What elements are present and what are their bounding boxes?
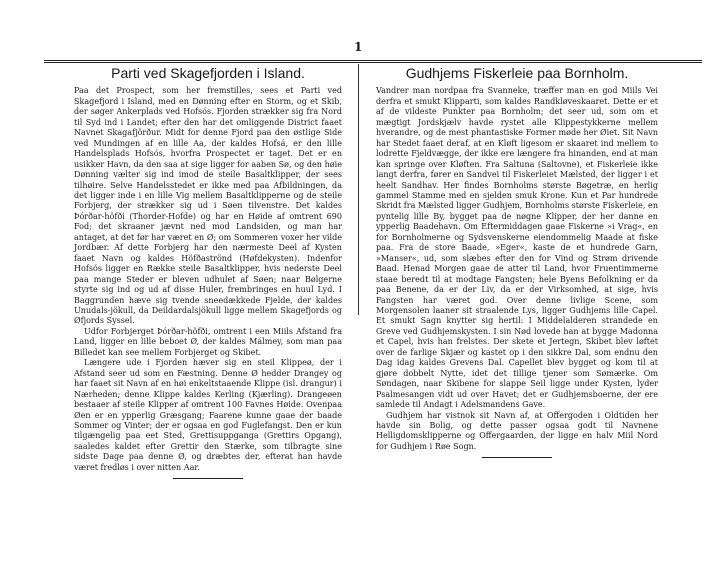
header-rule	[44, 60, 702, 61]
column-divider	[358, 64, 359, 315]
right-article	[376, 62, 658, 458]
article-paragraph: Vandrer man nordpaa fra Svanneke, træffer man en god Miils Vei derfra et smukt Klipparti, som kaldes Randkløveskaaret. Dette er et af de vildeste Punkter paa Bornholm; det seer ud, som om et mægtigt Jordskjælv havde rystet alle Klippestykkerne mellem hverandre, og de mest phantastiske Former møde her Øiet. Sit Navn har Stedet faaet deraf, at en Kløft ligesom er skaaret ind mellem to lodrette Fjeldvægge, der ikke ere længere fra hinanden, end at man kan springe over Kløften. Fra Saltuna (Saltovne), et Fiskerleie ikke langt derfra, fører en Sandvei til Fiskerleiet Mælsted, der ligger i et heelt Sandhav. Her findes Bornholms største Bøgetræ, en herlig gammel Stamme med en sjelden smuk Krone. Kun et Par hundrede Skridt fra Mælsted ligger Gudhjem, Bornholms største Fiskerleie, en pyntelig lille By, bygget paa de nøgne Klipper, der her danne en ypperlig Baadehavn. Om Eftermiddagen gaae Fiskerne »i Vrag«, en for Bornholmerne og Sydsvenskerne eiendommelig Maade at fiske paa. Fra de store Baade, »Eger«, kaste de et hundrede Garn, »Manser«, ud, som slæbes efter den for Vind og Strøm drivende Baad. Henad Morgen gaae de atter til Land, hvor Fruentimmerne staae beredt til at modtage Fangsten; hele Byens Befolkning er da paa Benene, da er der Liv, da er der Virksomhed, at sige, hvis Fangsten har været god. Over denne livlige Scene, som Morgensolen laaner sit straalende Lys, ligger Gudhjems lille Capel. Et smukt Sagn knytter sig hertil: I Middelalderen strandede en Greve ved Gudhjemskysten. I sin Nød lovede han at bygge Madonna et Capel, hvis han frelstes. Der skete et Jertegn, Skibet blev løftet over de farlige Skjær og kastet op i den sikkre Dal, som endnu den Dag idag kaldes Grevens Dal. Capellet blev bygget og kom til at gjøre dobbelt Nytte, idet det tillige tjener som Sømærke. Om Søndagen, naar Skibene for slappe Seil ligge under Kysten, lyder Psalmesangen vidt ud over Havet; det er Gudhjemsboerne, der ere samlede til Andagt i Adelsmandens Gave.	[376, 86, 658, 410]
article-paragraph: Udfor Forbjerget Þórðar-höfði, omtrent i een Miils Afstand fra Land, ligger en lille beboet Ø, der kaldes Málmey, som man paa Billedet kan see mellem Forbjerget og Skibet.	[74, 326, 342, 357]
article-paragraph: Paa det Prospect, som her fremstilles, sees et Parti ved Skagefjord i Island, med en Dønning efter en Storm, og et Skib, der søger Ankerplads ved Hofsós. Fjorden strækker sig fra Nord til Syd ind i Landet; efter den har det omliggende District faaet Navnet Skagafjörður. Midt for denne Fjord paa den østlige Side ved Mundingen af en lille Aa, der kaldes Hofsá, er den lille Handelsplads Hofsós, hvorfra Prospectet er taget. Det er en usikker Havn, da den saa at sige ligger for aaben Sø, og den høie Dønning vælter sig ind imod de steile Basaltklipper, der sees tilhøire. Selve Handelsstedet er ikke med paa Afbildningen, da det ligger inde i en lille Vig mellem Basaltklipperne og de steile Forbjerg, der strækker sig ud i Søen tilvenstre. Det kaldes Þórðar-höfði (Thorder-Hofde) og har en Høide af omtrent 690 Fod; det skraaner jævnt ned mod Landsiden, og man har antaget, at det før har været en Ø; om Sommeren voxer her vilde Jordbær. Af dette Forbjerg har den nærmeste Deel af Kysten faaet Navn og kaldes Höfðaströnd (Høfdekysten). Indenfor Hofsós ligger en Række steile Basaltklipper, hvis nederste Deel paa mange Steder er bleven udhulet af Søen; naar Bølgerne styrte sig ind og ud af disse Huler, frembringes en huul Lyd. I Baggrunden hæve sig tvende sneedækkede Fjelde, der kaldes Unudals-jökull, da Deildardalsjökull ligge mellem Skagefjords og Øfjords Syssel.	[74, 86, 342, 326]
article-paragraph: Længere ude i Fjorden hæver sig en steil Klippeø, der i Afstand seer ud som en Fæstning. Denne Ø hedder Drangey og har faaet sit Navn af en høi enkeltstaaende Klippe (isl. drangur) i Nærheden; denne Klippe kaldes Kerling (Kjærling). Drangeøen bestaaer af steile Klipper af omtrent 100 Favnes Høide. Ovenpaa Øen er en ypperlig Græsgang; Faarene kunne gaae der baade Sommer og Vinter; der er ogsaa en god Fuglefangst. Den er kun tilgængelig paa eet Sted, Grettisuppganga (Grettirs Opgang), saaledes kaldet efter Grettir den Stærke, som tilbragte sine sidste Dage paa denne Ø, og dræbtes der, efterat han havde været fredløs i over nitten Aar.	[74, 358, 342, 472]
left-article	[74, 62, 342, 479]
end-rule	[482, 457, 552, 458]
page-number: 1	[354, 40, 363, 54]
article-title: Parti ved Skagefjorden i Island.	[111, 65, 305, 81]
article-title: Gudhjems Fiskerleie paa Bornholm.	[405, 65, 629, 81]
end-rule	[173, 478, 243, 479]
article-paragraph: Gudhjem har vistnok sit Navn af, at Offergoden i Oldtiden her havde sin Bolig, og dette passer ogsaa godt til Navnene Helligdomsklipperne og Offergaarden, der ligge en halv Miil Nord for Gudhjem i Røe Sogn.	[376, 410, 658, 451]
